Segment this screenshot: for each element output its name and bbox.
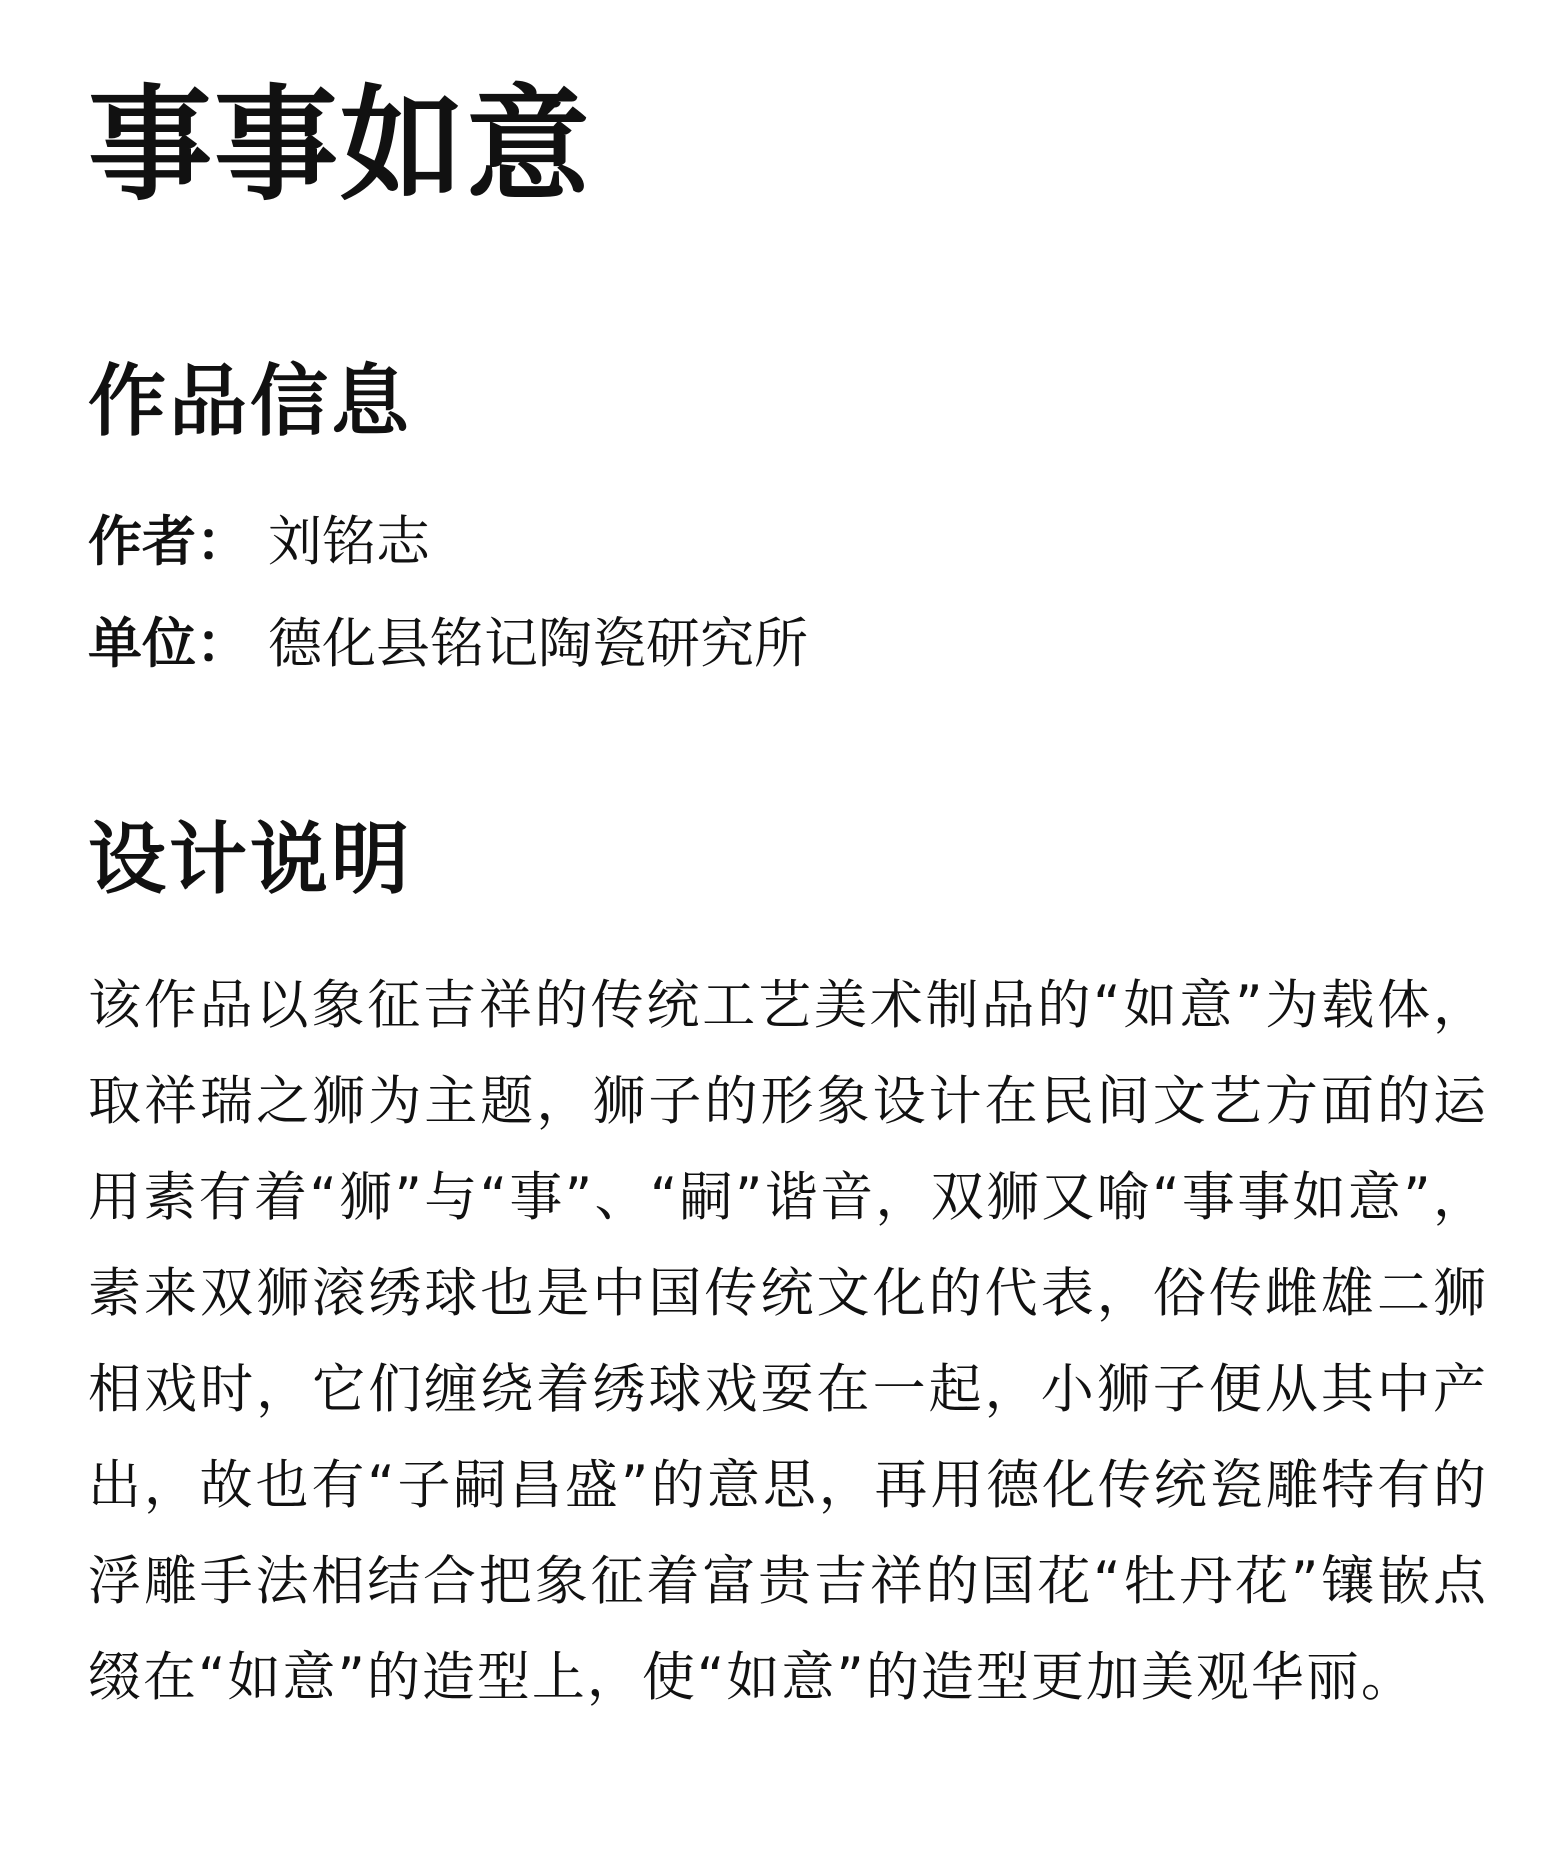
author-label: 作者：: [88, 510, 250, 573]
unit-value: 德化县铭记陶瓷研究所: [268, 612, 808, 675]
unit-row: [88, 612, 808, 677]
info-section-heading: 作品信息: [88, 357, 413, 447]
unit-label: 单位：: [88, 612, 250, 675]
author-value: 刘铭志: [268, 510, 430, 573]
design-section-heading: 设计说明: [88, 815, 413, 905]
page-title: 事事如意: [88, 74, 593, 218]
design-description: 该作品以象征吉祥的传统工艺美术制品的“如意”为载体，取祥瑞之狮为主题，狮子的形象设计在民间文艺方面的运用素有着“狮”与“事”、“嗣”谐音，双狮又喻“事事如意”，素来双狮滚绣球也是中国传统文化的代表，俗传雌雄二狮相戏时，它们缠绕着绣球戏耍在一起，小狮子便从其中产出，故也有“子嗣昌盛”的意思，再用德化传统瓷雕特有的浮雕手法相结合把象征着富贵吉祥的国花“牡丹花”镶嵌点缀在“如意”的造型上，使“如意”的造型更加美观华丽。: [88, 975, 1488, 1708]
author-row: [88, 510, 430, 575]
